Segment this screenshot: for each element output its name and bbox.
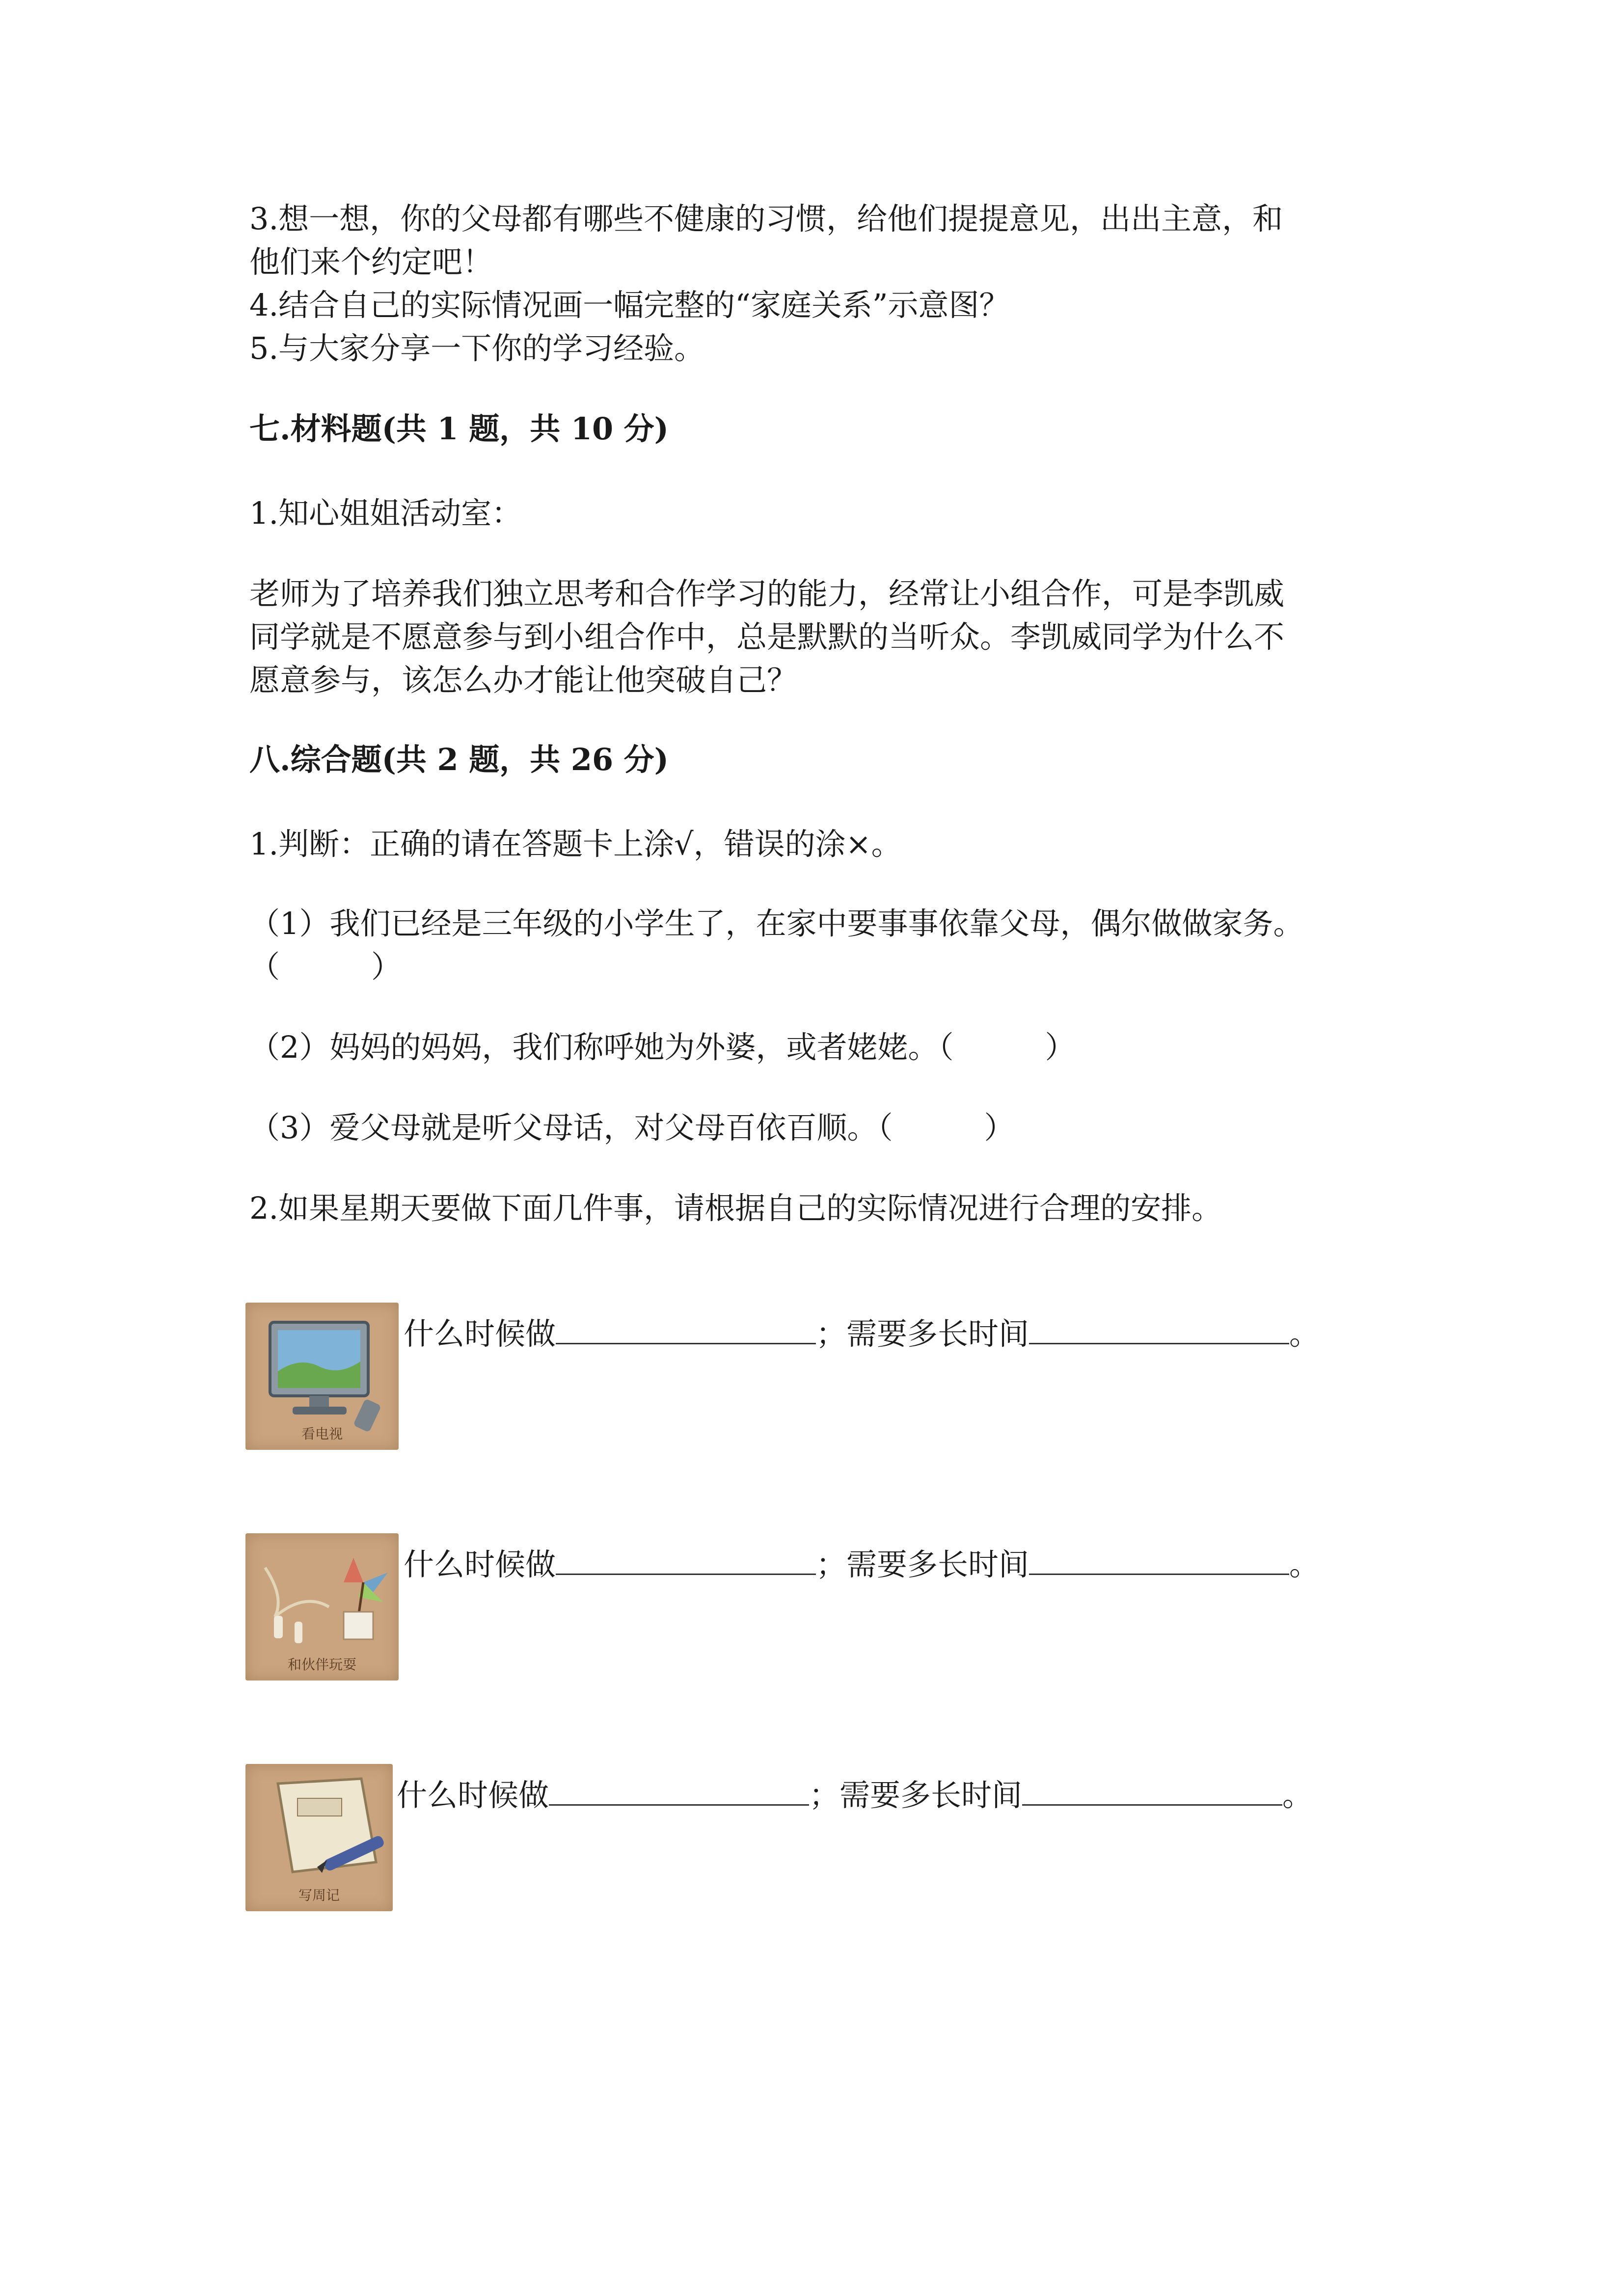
duration-blank[interactable] (1029, 1312, 1289, 1344)
section7-q1-body-line: 同学就是不愿意参与到小组合作中，总是默默的当听众。李凯威同学为什么不 (249, 619, 1285, 655)
section7-heading: 七.材料题(共 1 题，共 10 分) (249, 411, 669, 447)
section7-q1-title: 1.知心姐姐活动室： (249, 495, 522, 531)
tv-icon (245, 1303, 399, 1450)
line-end: 。 (1289, 1316, 1320, 1352)
duration-label: 需要多长时间 (839, 1777, 1023, 1813)
when-label: 什么时候做 (404, 1316, 556, 1352)
judge3-text: （3）爱父母就是听父母话，对父母百依百顺。（ ） (249, 1110, 1015, 1146)
activity-caption: 看电视 (301, 1426, 343, 1442)
section8-q1-title: 1.判断：正确的请在答题卡上涂√，错误的涂×。 (249, 826, 902, 862)
separator: ； (816, 1547, 847, 1582)
activity-row (245, 1764, 1375, 1911)
section8-heading: 八.综合题(共 2 题，共 26 分) (249, 742, 669, 777)
section7-q1-body (249, 572, 1379, 702)
q3-line1: 3.想一想，你的父母都有哪些不健康的习惯，给他们提提意见，出出主意，和 (249, 201, 1283, 237)
when-blank[interactable] (549, 1774, 809, 1806)
activity-fill-line (404, 1543, 1320, 1586)
judge1-line2: （ ） (249, 949, 402, 985)
when-blank[interactable] (556, 1312, 816, 1344)
duration-label: 需要多长时间 (846, 1547, 1029, 1582)
activity-caption: 写周记 (298, 1887, 340, 1903)
judge1-line1: （1）我们已经是三年级的小学生了，在家中要事事依靠父母，偶尔做做家务。 (249, 906, 1304, 941)
toys-icon (245, 1533, 399, 1681)
section8-q2-title: 2.如果星期天要做下面几件事，请根据自己的实际情况进行合理的安排。 (249, 1190, 1222, 1226)
judge2-text: （2）妈妈的妈妈，我们称呼她为外婆，或者姥姥。（ ） (249, 1029, 1076, 1065)
activity-caption: 和伙伴玩耍 (287, 1656, 356, 1673)
when-label: 什么时候做 (397, 1777, 549, 1813)
section7-q1-body-line: 老师为了培养我们独立思考和合作学习的能力，经常让小组合作，可是李凯威 (249, 576, 1285, 612)
when-blank[interactable] (556, 1543, 816, 1575)
activity-row (245, 1533, 1375, 1681)
separator: ； (809, 1777, 840, 1813)
section7-q1-body-line: 愿意参与，该怎么办才能让他突破自己？ (249, 662, 798, 698)
activity-fill-line (404, 1312, 1320, 1356)
line-end: 。 (1289, 1547, 1320, 1582)
q5-text: 5.与大家分享一下你的学习经验。 (249, 330, 705, 366)
when-label: 什么时候做 (404, 1547, 556, 1582)
separator: ； (816, 1316, 847, 1352)
q3-line2: 他们来个约定吧！ (249, 244, 493, 280)
duration-blank[interactable] (1022, 1774, 1282, 1806)
line-end: 。 (1282, 1777, 1313, 1813)
activity-row (245, 1303, 1375, 1450)
duration-blank[interactable] (1029, 1543, 1289, 1575)
activity-fill-line (397, 1774, 1313, 1817)
q4-text: 4.结合自己的实际情况画一幅完整的“家庭关系”示意图？ (249, 287, 1010, 323)
notebook-icon (245, 1764, 393, 1911)
duration-label: 需要多长时间 (846, 1316, 1029, 1352)
